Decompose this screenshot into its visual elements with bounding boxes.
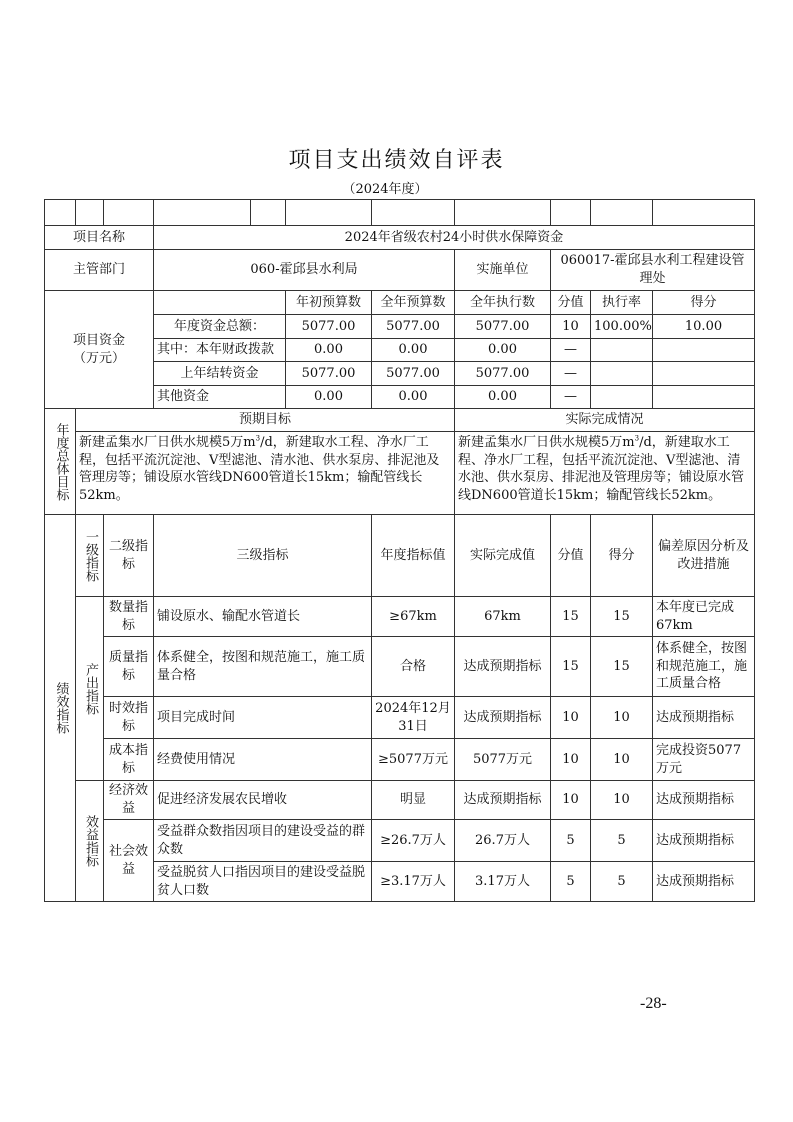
weight-cell: 10 <box>551 697 591 739</box>
target-cell: ≥3.17万人 <box>372 862 455 902</box>
implementing-unit-label: 实施单位 <box>455 250 551 291</box>
indicator-row <box>45 739 755 781</box>
weight-cell: 5 <box>551 820 591 862</box>
score-cell: 15 <box>591 597 653 637</box>
funds-row-executed: 0.00 <box>455 386 551 409</box>
funds-row-annual: 5077.00 <box>372 315 455 339</box>
blank-row <box>45 200 755 226</box>
implementing-unit-value: 060017-霍邱县水利工程建设管理处 <box>551 250 755 291</box>
performance-table <box>44 199 755 902</box>
funds-row-annual: 0.00 <box>372 339 455 362</box>
analysis-cell: 达成预期指标 <box>653 781 755 820</box>
funds-row-score <box>653 386 755 409</box>
level1-benefit: 效益指标 <box>76 781 104 902</box>
weight-cell: 10 <box>551 739 591 781</box>
weight-cell: 10 <box>551 781 591 820</box>
analysis-cell: 本年度已完成67km <box>653 597 755 637</box>
project-name-row <box>45 226 755 250</box>
funds-row-weight: 10 <box>551 315 591 339</box>
goals-content-row <box>45 432 755 515</box>
expected-goal-text-part2: /d，新建取水工程、净水厂工程，包括平流沉淀池、V型滤池、清水池、供水泵房、排泥池及管理房等；铺设原水管线DN600管道长15km；输配管线长52km。 <box>79 435 440 503</box>
funds-row-annual: 5077.00 <box>372 362 455 386</box>
funds-label-line1: 项目资金 <box>72 332 125 348</box>
funds-header-weight: 分值 <box>551 291 591 315</box>
target-cell: ≥5077万元 <box>372 739 455 781</box>
funds-row-weight: — <box>551 339 591 362</box>
funds-row-rate <box>591 339 653 362</box>
indicator-row <box>45 781 755 820</box>
target-cell: 合格 <box>372 637 455 697</box>
score-cell: 15 <box>591 637 653 697</box>
goals-label: 年度总体目标 <box>45 409 76 515</box>
target-cell: ≥67km <box>372 597 455 637</box>
indicator-row <box>45 597 755 637</box>
department-label: 主管部门 <box>45 250 154 291</box>
funds-header-rate: 执行率 <box>591 291 653 315</box>
target-cell: ≥26.7万人 <box>372 820 455 862</box>
project-name-value: 2024年省级农村24小时供水保障资金 <box>154 226 755 250</box>
funds-label-line2: （万元） <box>72 350 125 366</box>
funds-row-weight: — <box>551 386 591 409</box>
funds-row-executed: 5077.00 <box>455 315 551 339</box>
level3-cell: 经费使用情况 <box>154 739 372 781</box>
analysis-cell: 达成预期指标 <box>653 820 755 862</box>
actual-cell: 67km <box>455 597 551 637</box>
expected-goal-text <box>76 432 455 515</box>
actual-goal-text-part1: 新建孟集水厂日供水规模5万m <box>458 435 635 450</box>
score-cell: 10 <box>591 739 653 781</box>
score-header: 得分 <box>591 515 653 597</box>
score-cell: 5 <box>591 862 653 902</box>
analysis-cell: 达成预期指标 <box>653 697 755 739</box>
funds-row-weight: — <box>551 362 591 386</box>
level2-header: 二级指标 <box>104 515 154 597</box>
department-row <box>45 250 755 291</box>
analysis-cell: 体系健全，按图和规范施工，施工质量合格 <box>653 637 755 697</box>
level1-output: 产出指标 <box>76 597 104 781</box>
actual-goal-text <box>455 432 755 515</box>
analysis-header: 偏差原因分析及改进措施 <box>653 515 755 597</box>
actual-goal-text-part2: /d，新建取水工程、净水厂工程，包括平流沉淀池、V型滤池、清水池、供水泵房、排泥池及管理房等；铺设原水管线DN600管道长15km；输配管线长52km。 <box>458 435 745 503</box>
funds-row-initial: 5077.00 <box>286 315 372 339</box>
funds-header-blank <box>154 291 286 315</box>
actual-goal-header: 实际完成情况 <box>455 409 755 432</box>
level3-cell: 项目完成时间 <box>154 697 372 739</box>
score-cell: 10 <box>591 697 653 739</box>
level1-header: 一级指标 <box>76 515 104 597</box>
funds-row-rate: 100.00% <box>591 315 653 339</box>
level2-cell: 数量指标 <box>104 597 154 637</box>
weight-cell: 15 <box>551 597 591 637</box>
actual-cell: 26.7万人 <box>455 820 551 862</box>
score-cell: 10 <box>591 781 653 820</box>
analysis-cell: 完成投资5077万元 <box>653 739 755 781</box>
funds-header-initial: 年初预算数 <box>286 291 372 315</box>
analysis-cell: 达成预期指标 <box>653 862 755 902</box>
actual-cell: 达成预期指标 <box>455 697 551 739</box>
level2-cell: 经济效益 <box>104 781 154 820</box>
expected-goal-text-part1: 新建孟集水厂日供水规模5万m <box>79 435 256 450</box>
target-cell: 2024年12月31日 <box>372 697 455 739</box>
actual-cell: 达成预期指标 <box>455 637 551 697</box>
funds-row-score <box>653 362 755 386</box>
weight-cell: 5 <box>551 862 591 902</box>
page-title: 项目支出绩效自评表 <box>288 148 505 173</box>
indicator-row <box>45 697 755 739</box>
level2-cell: 社会效益 <box>104 820 154 902</box>
funds-header-annual: 全年预算数 <box>372 291 455 315</box>
target-cell: 明显 <box>372 781 455 820</box>
level3-header: 三级指标 <box>154 515 372 597</box>
funds-row-name: 上年结转资金 <box>154 362 286 386</box>
page-number: -28- <box>640 995 667 1012</box>
funds-header-row <box>45 291 755 315</box>
indicators-label: 绩效指标 <box>45 515 76 902</box>
level3-cell: 受益脱贫人口指因项目的建设受益脱贫人口数 <box>154 862 372 902</box>
funds-label <box>45 291 154 409</box>
funds-row-initial: 0.00 <box>286 386 372 409</box>
funds-row-rate <box>591 362 653 386</box>
funds-row-name: 其他资金 <box>154 386 286 409</box>
funds-header-score: 得分 <box>653 291 755 315</box>
department-value: 060-霍邱县水利局 <box>154 250 455 291</box>
funds-row-score: 10.00 <box>653 315 755 339</box>
funds-row-score <box>653 339 755 362</box>
target-header: 年度指标值 <box>372 515 455 597</box>
funds-row-initial: 5077.00 <box>286 362 372 386</box>
indicator-row <box>45 637 755 697</box>
expected-goal-header: 预期目标 <box>76 409 455 432</box>
funds-row-name: 年度资金总额： <box>154 315 286 339</box>
indicators-header-row <box>45 515 755 597</box>
actual-header: 实际完成值 <box>455 515 551 597</box>
project-name-label: 项目名称 <box>45 226 154 250</box>
superscript-3: 3 <box>255 434 261 443</box>
page-subtitle: （2024年度） <box>342 182 428 197</box>
funds-row-executed: 5077.00 <box>455 362 551 386</box>
level2-cell: 时效指标 <box>104 697 154 739</box>
funds-row-annual: 0.00 <box>372 386 455 409</box>
funds-row-name: 其中：本年财政拨款 <box>154 339 286 362</box>
actual-cell: 达成预期指标 <box>455 781 551 820</box>
level3-cell: 铺设原水、输配水管道长 <box>154 597 372 637</box>
level3-cell: 受益群众数指因项目的建设受益的群众数 <box>154 820 372 862</box>
level3-cell: 促进经济发展农民增收 <box>154 781 372 820</box>
level2-cell: 成本指标 <box>104 739 154 781</box>
superscript-3: 3 <box>634 434 640 443</box>
actual-cell: 3.17万人 <box>455 862 551 902</box>
level3-cell: 体系健全，按图和规范施工，施工质量合格 <box>154 637 372 697</box>
funds-row-initial: 0.00 <box>286 339 372 362</box>
funds-row-rate <box>591 386 653 409</box>
score-cell: 5 <box>591 820 653 862</box>
weight-header: 分值 <box>551 515 591 597</box>
goals-header-row <box>45 409 755 432</box>
funds-row-executed: 0.00 <box>455 339 551 362</box>
actual-cell: 5077万元 <box>455 739 551 781</box>
indicator-row <box>45 820 755 862</box>
funds-header-executed: 全年执行数 <box>455 291 551 315</box>
level2-cell: 质量指标 <box>104 637 154 697</box>
weight-cell: 15 <box>551 637 591 697</box>
